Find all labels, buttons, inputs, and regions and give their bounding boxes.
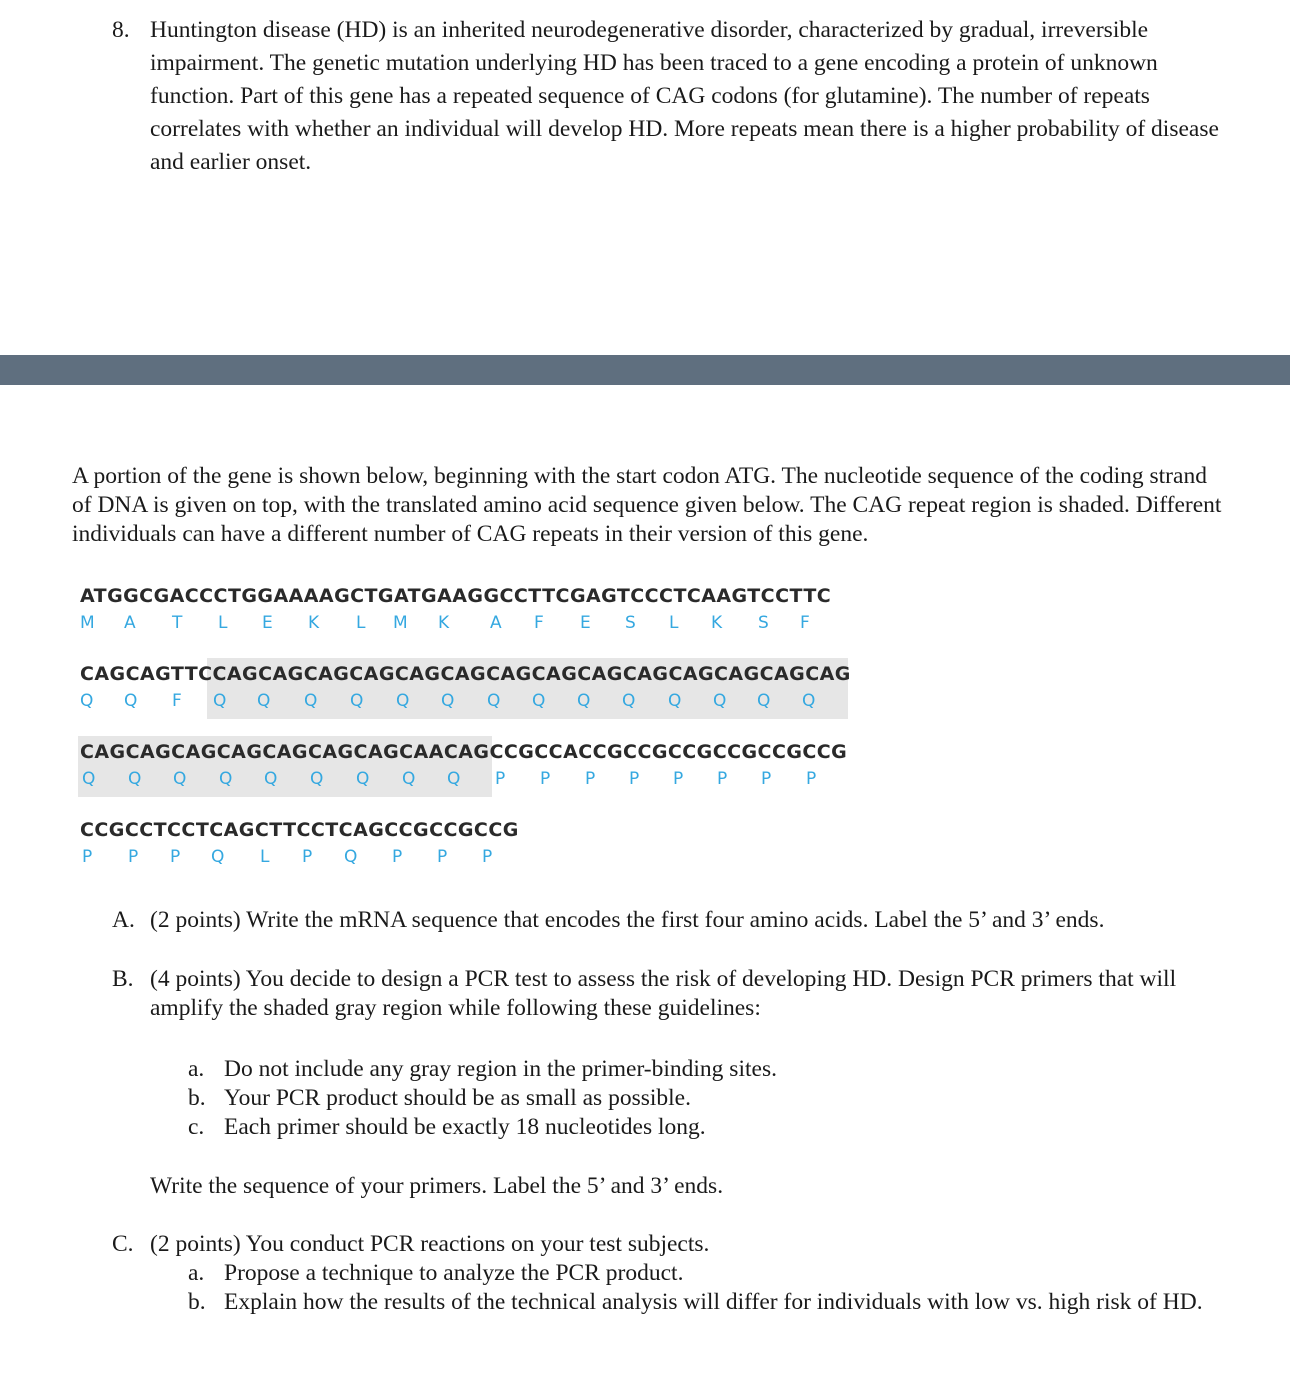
aa-K: K xyxy=(438,613,450,633)
aa-Q: Q xyxy=(532,691,546,711)
aa-Q: Q xyxy=(757,691,771,711)
aa-Q: Q xyxy=(128,769,142,789)
part-c-item-a-label: a. xyxy=(188,1260,205,1286)
question-number: 8. xyxy=(112,17,130,43)
aa-P: P xyxy=(806,769,817,789)
guideline-a-text: Do not include any gray region in the primer-binding sites. xyxy=(224,1056,777,1082)
aa-Q: Q xyxy=(441,691,455,711)
question-8 xyxy=(112,14,1222,179)
aa-Q: Q xyxy=(80,691,94,711)
part-b-label: B. xyxy=(112,966,134,992)
aa-Q: Q xyxy=(211,847,225,867)
aa-P: P xyxy=(128,847,139,867)
aa-P: P xyxy=(437,847,448,867)
guideline-c xyxy=(188,1113,1228,1142)
aa-L: L xyxy=(669,613,679,633)
part-c-item-a xyxy=(188,1259,1228,1288)
aa-Q: Q xyxy=(310,769,324,789)
aa-Q: Q xyxy=(344,847,358,867)
guideline-c-text: Each primer should be exactly 18 nucleotides long. xyxy=(224,1114,706,1140)
aa-Q: Q xyxy=(124,691,138,711)
part-a-label: A. xyxy=(112,907,135,933)
aa-P: P xyxy=(761,769,772,789)
aa-F: F xyxy=(534,613,544,633)
aa-K: K xyxy=(308,613,320,633)
dna-sequence: CAGCAGTTCCAGCAGCAGCAGCAGCAGCAGCAGCAGCAGCAGCAGCAGCAG xyxy=(80,663,851,685)
aa-P: P xyxy=(585,769,596,789)
aa-Q: Q xyxy=(350,691,364,711)
divider-band xyxy=(0,355,1290,385)
aa-P: P xyxy=(717,769,728,789)
aa-E: E xyxy=(262,613,273,633)
aa-P: P xyxy=(540,769,551,789)
aa-E: E xyxy=(580,613,591,633)
aa-L: L xyxy=(356,613,366,633)
dna-sequence: CAGCAGCAGCAGCAGCAGCAGCAACAGCCGCCACCGCCGCCGCCGCCGCCG xyxy=(80,741,848,763)
aa-M: M xyxy=(80,613,95,633)
aa-Q: Q xyxy=(802,691,816,711)
part-b-text: (4 points) You decide to design a PCR test to assess the risk of developing HD. Design PCR primers that will amplify the shaded gray region while following these guidelines: xyxy=(150,966,1177,1021)
aa-Q: Q xyxy=(577,691,591,711)
aa-Q: Q xyxy=(356,769,370,789)
dna-sequence: ATGGCGACCCTGGAAAAGCTGATGAAGGCCTTCGAGTCCCTCAAGTCCTTC xyxy=(80,585,832,607)
aa-A: A xyxy=(490,613,502,633)
aa-A: A xyxy=(124,613,136,633)
aa-Q: Q xyxy=(304,691,318,711)
part-c-item-b-label: b. xyxy=(188,1289,206,1315)
gene-description: A portion of the gene is shown below, beginning with the start codon ATG. The nucleotide sequence of the coding strand of DNA is given on top, with the translated amino acid sequence given below. The CAG repeat region is shaded. Different individuals can have a different number of CAG repeats in their version of this gene. xyxy=(72,463,1222,547)
guideline-b xyxy=(188,1084,1228,1113)
guideline-b-text: Your PCR product should be as small as possible. xyxy=(224,1085,691,1111)
aa-Q: Q xyxy=(668,691,682,711)
guideline-a xyxy=(188,1055,1228,1084)
aa-Q: Q xyxy=(219,769,233,789)
part-c-label: C. xyxy=(112,1231,134,1257)
aa-Q: Q xyxy=(396,691,410,711)
aa-P: P xyxy=(170,847,181,867)
dna-sequence: CCGCCTCCTCAGCTTCCTCAGCCGCCGCCG xyxy=(80,819,519,841)
aa-Q: Q xyxy=(402,769,416,789)
part-c-item-a-text: Propose a technique to analyze the PCR product. xyxy=(224,1260,684,1286)
aa-Q: Q xyxy=(713,691,727,711)
aa-Q: Q xyxy=(257,691,271,711)
aa-T: T xyxy=(172,613,183,633)
guideline-c-label: c. xyxy=(188,1114,205,1140)
aa-L: L xyxy=(218,613,228,633)
part-a-text: (2 points) Write the mRNA sequence that encodes the first four amino acids. Label the 5’ and 3’ ends. xyxy=(150,907,1105,933)
aa-P: P xyxy=(302,847,313,867)
part-b xyxy=(112,965,1232,1023)
aa-P: P xyxy=(82,847,93,867)
aa-P: P xyxy=(482,847,493,867)
aa-K: K xyxy=(711,613,723,633)
aa-Q: Q xyxy=(173,769,187,789)
aa-M: M xyxy=(393,613,408,633)
aa-Q: Q xyxy=(487,691,501,711)
part-c-item-b-text: Explain how the results of the technical analysis will differ for individuals with low vs. high risk of HD. xyxy=(224,1289,1203,1315)
aa-Q: Q xyxy=(264,769,278,789)
aa-Q: Q xyxy=(82,769,96,789)
aa-F: F xyxy=(172,691,182,711)
aa-S: S xyxy=(625,613,636,633)
aa-Q: Q xyxy=(213,691,227,711)
aa-Q: Q xyxy=(447,769,461,789)
guideline-a-label: a. xyxy=(188,1056,205,1082)
aa-S: S xyxy=(758,613,769,633)
guideline-b-label: b. xyxy=(188,1085,206,1111)
part-c-item-b xyxy=(188,1288,1228,1317)
aa-P: P xyxy=(629,769,640,789)
aa-P: P xyxy=(392,847,403,867)
part-c-text: (2 points) You conduct PCR reactions on your test subjects. xyxy=(150,1231,710,1257)
part-c xyxy=(112,1230,1232,1259)
aa-Q: Q xyxy=(622,691,636,711)
aa-F: F xyxy=(800,613,810,633)
aa-L: L xyxy=(260,847,270,867)
part-b-instruction: Write the sequence of your primers. Label the 5’ and 3’ ends. xyxy=(150,1173,724,1199)
aa-P: P xyxy=(495,769,506,789)
question-intro: Huntington disease (HD) is an inherited neurodegenerative disorder, characterized by gradual, irreversible impairment. The genetic mutation underlying HD has been traced to a gene encoding a protein of unknown function. Part of this gene has a repeated sequence of CAG codons (for glutamine). The number of repeats correlates with whether an individual will develop HD. More repeats mean there is a higher probability of disease and earlier onset. xyxy=(150,17,1219,175)
aa-P: P xyxy=(673,769,684,789)
part-a xyxy=(112,906,1232,935)
